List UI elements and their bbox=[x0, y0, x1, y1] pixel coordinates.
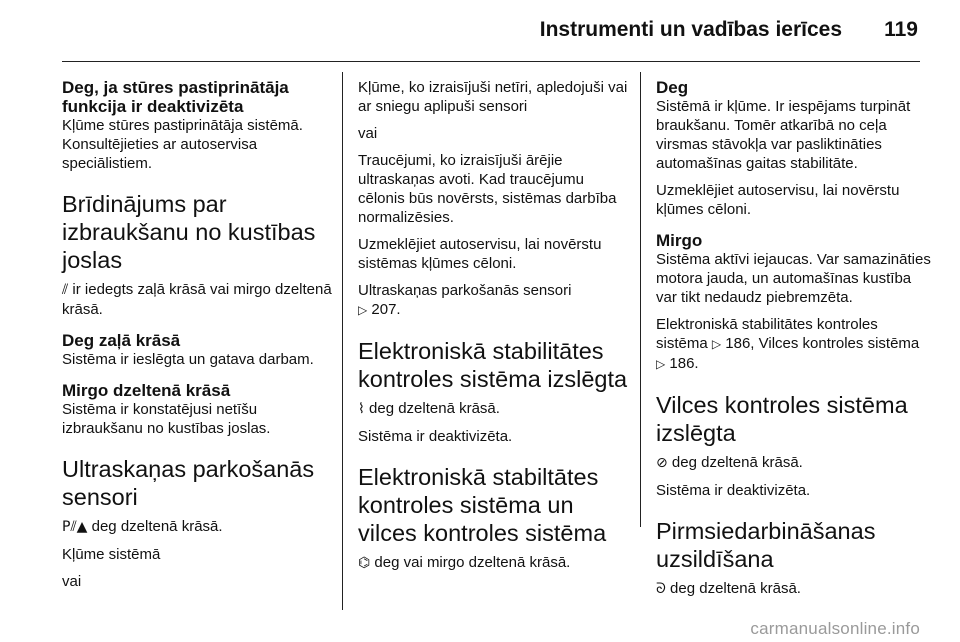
header-divider bbox=[62, 61, 920, 62]
heading-flash: Mirgo bbox=[656, 231, 703, 250]
text-tc-deactivated: Sistēma ir deaktivizēta. bbox=[656, 482, 811, 499]
text-or: vai bbox=[62, 573, 82, 590]
text-esc-tc-body: deg vai mirgo dzeltenā krāsā. bbox=[370, 554, 571, 571]
page-reference-arrow-icon: ▷ bbox=[711, 337, 722, 351]
text-preheat-body: deg dzeltenā krāsā. bbox=[665, 580, 801, 597]
heading-yellow: Mirgo dzeltenā krāsā bbox=[62, 381, 231, 400]
heading-esc-off: Elektroniskā stabilitātes kontroles sistēma izslēgta bbox=[358, 338, 628, 392]
link-page-186-a[interactable]: 186, Vilces kontroles sistēma bbox=[721, 335, 920, 352]
column-divider-2 bbox=[640, 72, 641, 527]
text-yellow: Sistēma ir konstatējusi netīšu izbraukšanu no kustības joslas. bbox=[62, 401, 271, 437]
text-esc-deactivated: Sistēma ir deaktivizēta. bbox=[358, 428, 513, 445]
glow-plug-icon: ᘐ bbox=[656, 581, 666, 597]
heading-steering-off: Deg, ja stūres pastiprinātāja funkcija ir deaktivizēta bbox=[62, 78, 289, 116]
heading-preheat: Pirmsiedarbināšanas uzsildīšana bbox=[656, 518, 876, 572]
text-sensor-dirty: Kļūme, ko izraisījuši netīri, apledojuši vai ar sniegu aplipuši sensori bbox=[358, 79, 628, 115]
text-lane-departure bbox=[62, 280, 332, 319]
text-esc-off-body: deg dzeltenā krāsā. bbox=[364, 400, 500, 417]
heading-esc-tc: Elektroniskā stabiltātes kontroles sistēma un vilces kontroles sistēma bbox=[358, 464, 607, 546]
parking-sensor-icon: P⫽▲ bbox=[62, 519, 88, 535]
heading-on: Deg bbox=[656, 78, 689, 97]
text-flash: Sistēma aktīvi iejaucas. Var samazināties motora jauda, un automašīnas kustība var tikt nedaudz piebremzēta. bbox=[656, 251, 931, 306]
esc-icon: ⌬ bbox=[358, 555, 371, 571]
page-reference-arrow-icon: ▷ bbox=[358, 303, 368, 317]
page-title: Instrumenti un vadības ierīces bbox=[539, 18, 842, 41]
column-1 bbox=[62, 78, 332, 591]
text-on-service: Uzmeklējiet autoservisu, lai novērstu kļūmes cēloni. bbox=[656, 182, 900, 218]
link-page-186-b[interactable]: 186. bbox=[665, 355, 699, 372]
text-parking-body: deg dzeltenā krāsā. bbox=[87, 518, 223, 535]
esc-off-icon: ⌇ bbox=[358, 401, 365, 417]
text-esc-tc bbox=[358, 553, 628, 573]
text-tc-off-body: deg dzeltenā krāsā. bbox=[667, 454, 803, 471]
text-parking-ref-label: Ultraskaņas parkošanās sensori bbox=[358, 282, 572, 299]
text-system-fault: Kļūme sistēmā bbox=[62, 546, 161, 563]
column-divider-1 bbox=[342, 72, 343, 610]
text-lane-departure-body: ir iedegts zaļā krāsā vai mirgo dzeltenā krāsā. bbox=[62, 281, 332, 318]
text-esc-off bbox=[358, 399, 628, 419]
text-tc-off bbox=[656, 453, 932, 473]
traction-off-icon: ⊘ bbox=[656, 455, 668, 471]
text-preheat bbox=[656, 579, 932, 599]
text-flash-esc-label: Elektroniskā stabilitātes kontroles sistēma bbox=[656, 316, 878, 352]
column-3 bbox=[656, 78, 932, 599]
heading-green: Deg zaļā krāsā bbox=[62, 331, 181, 350]
page-reference-arrow-icon: ▷ bbox=[656, 357, 666, 371]
text-visit-service: Uzmeklējiet autoservisu, lai novērstu sistēmas kļūmes cēloni. bbox=[358, 236, 602, 272]
link-page-207[interactable]: 207. bbox=[367, 301, 401, 318]
text-interference: Traucējumi, ko izraisījuši ārējie ultraskaņas avoti. Kad traucējumu cēlonis būs novērsts, sistēmas darbība normalizēsies. bbox=[358, 152, 617, 226]
text-on: Sistēmā ir kļūme. Ir iespējams turpināt braukšanu. Tomēr atkarībā no ceļa virsmas stāvokļa var pasliktināties automašīnas gaitas stabilitāte. bbox=[656, 98, 911, 172]
heading-lane-departure: Brīdinājums par izbraukšanu no kustības joslas bbox=[62, 191, 316, 273]
column-2 bbox=[358, 78, 628, 573]
heading-tc-off: Vilces kontroles sistēma izslēgta bbox=[656, 392, 908, 446]
watermark: carmanualsonline.info bbox=[750, 619, 920, 638]
text-or-2: vai bbox=[358, 125, 378, 142]
text-green: Sistēma ir ieslēgta un gatava darbam. bbox=[62, 351, 314, 368]
page-header bbox=[0, 0, 960, 60]
heading-parking-sensors: Ultraskaņas parkošanās sensori bbox=[62, 456, 315, 510]
text-steering-fault: Kļūme stūres pastiprinātāja sistēmā. Konsultējieties ar autoservisa speciālistiem. bbox=[62, 117, 303, 172]
text-flash-refs bbox=[656, 315, 932, 374]
lane-departure-icon: ⫽ bbox=[62, 282, 69, 298]
text-parking-sensors bbox=[62, 517, 332, 537]
page-number: 119 bbox=[884, 18, 918, 41]
text-parking-ref bbox=[358, 281, 628, 320]
